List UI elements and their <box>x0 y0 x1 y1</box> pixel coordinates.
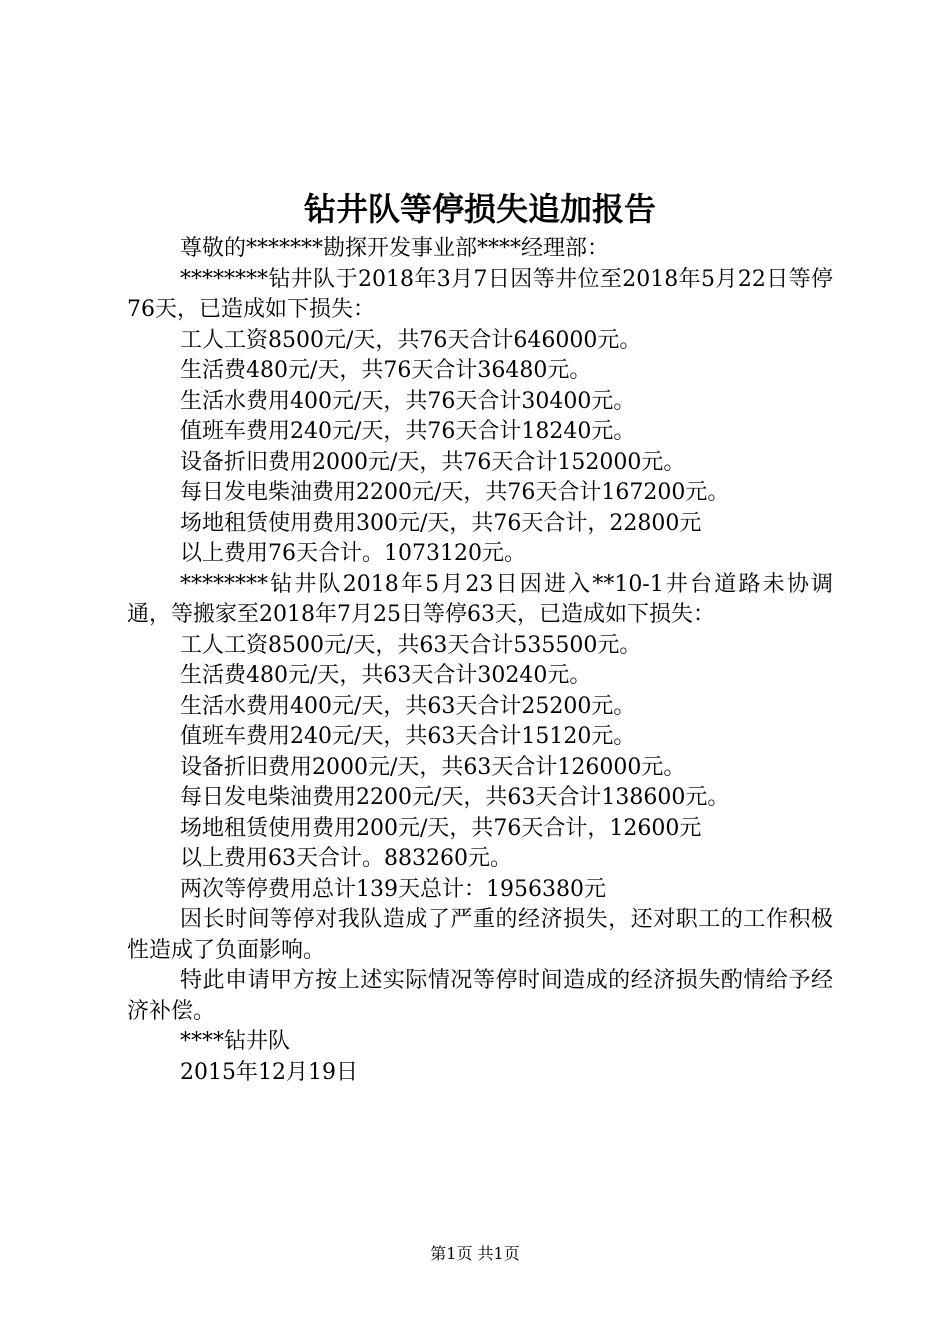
loss-item: 设备折旧费用2000元/天，共63天合计126000元。 <box>180 754 686 780</box>
loss-subtotal: 以上费用76天合计。1073120元。 <box>180 541 526 566</box>
loss-item: 值班车费用240元/天，共76天合计18240元。 <box>180 419 636 444</box>
loss-item: 场地租赁使用费用200元/天，共76天合计，12600元 <box>180 815 702 841</box>
loss-item: 场地租赁使用费用300元/天，共76天合计，22800元 <box>180 510 702 536</box>
loss-subtotal: 以上费用63天合计。883260元。 <box>180 846 512 871</box>
loss-item: 生活费480元/天，共63天合计30240元。 <box>180 663 592 688</box>
paragraph-first-stoppage: ********钻井队于2018年3月7日因等井位至2018年5月22日等停76天，已造成如下损失： <box>127 266 833 322</box>
document-title: 钻井队等停损失追加报告 <box>303 190 656 228</box>
loss-item: 生活费480元/天，共76天合计36480元。 <box>180 358 592 383</box>
loss-item: 生活水费用400元/天，共76天合计30400元。 <box>180 388 636 414</box>
paragraph-impact: 因长时间等停对我队造成了严重的经济损失，还对职工的工作积极性造成了负面影响。 <box>127 907 833 963</box>
loss-item: 工人工资8500元/天，共76天合计646000元。 <box>180 327 642 353</box>
loss-item: 每日发电柴油费用2200元/天，共63天合计138600元。 <box>180 785 730 810</box>
grand-total: 两次等停费用总计139天总计：1956380元 <box>180 876 606 902</box>
salutation: 尊敬的*******勘探开发事业部****经理部： <box>180 236 610 261</box>
document-body <box>127 186 833 1088</box>
loss-item: 生活水费用400元/天，共63天合计25200元。 <box>180 693 636 719</box>
loss-item: 工人工资8500元/天，共63天合计535500元。 <box>180 632 642 658</box>
loss-item: 每日发电柴油费用2200元/天，共76天合计167200元。 <box>180 480 730 505</box>
loss-item: 值班车费用240元/天，共63天合计15120元。 <box>180 724 636 749</box>
signature-date: 2015年12月19日 <box>180 1059 358 1085</box>
paragraph-request: 特此申请甲方按上述实际情况等停时间造成的经济损失酌情给予经济补偿。 <box>127 968 833 1024</box>
loss-item: 设备折旧费用2000元/天，共76天合计152000元。 <box>180 449 686 475</box>
signature-team: ****钻井队 <box>180 1029 291 1054</box>
page-footer: 第1页 共1页 <box>430 1244 520 1263</box>
paragraph-second-stoppage: ********钻井队2018年5月23日因进入**10-1井台道路未协调通，等搬家至2018年7月25日等停63天，已造成如下损失： <box>127 571 833 627</box>
